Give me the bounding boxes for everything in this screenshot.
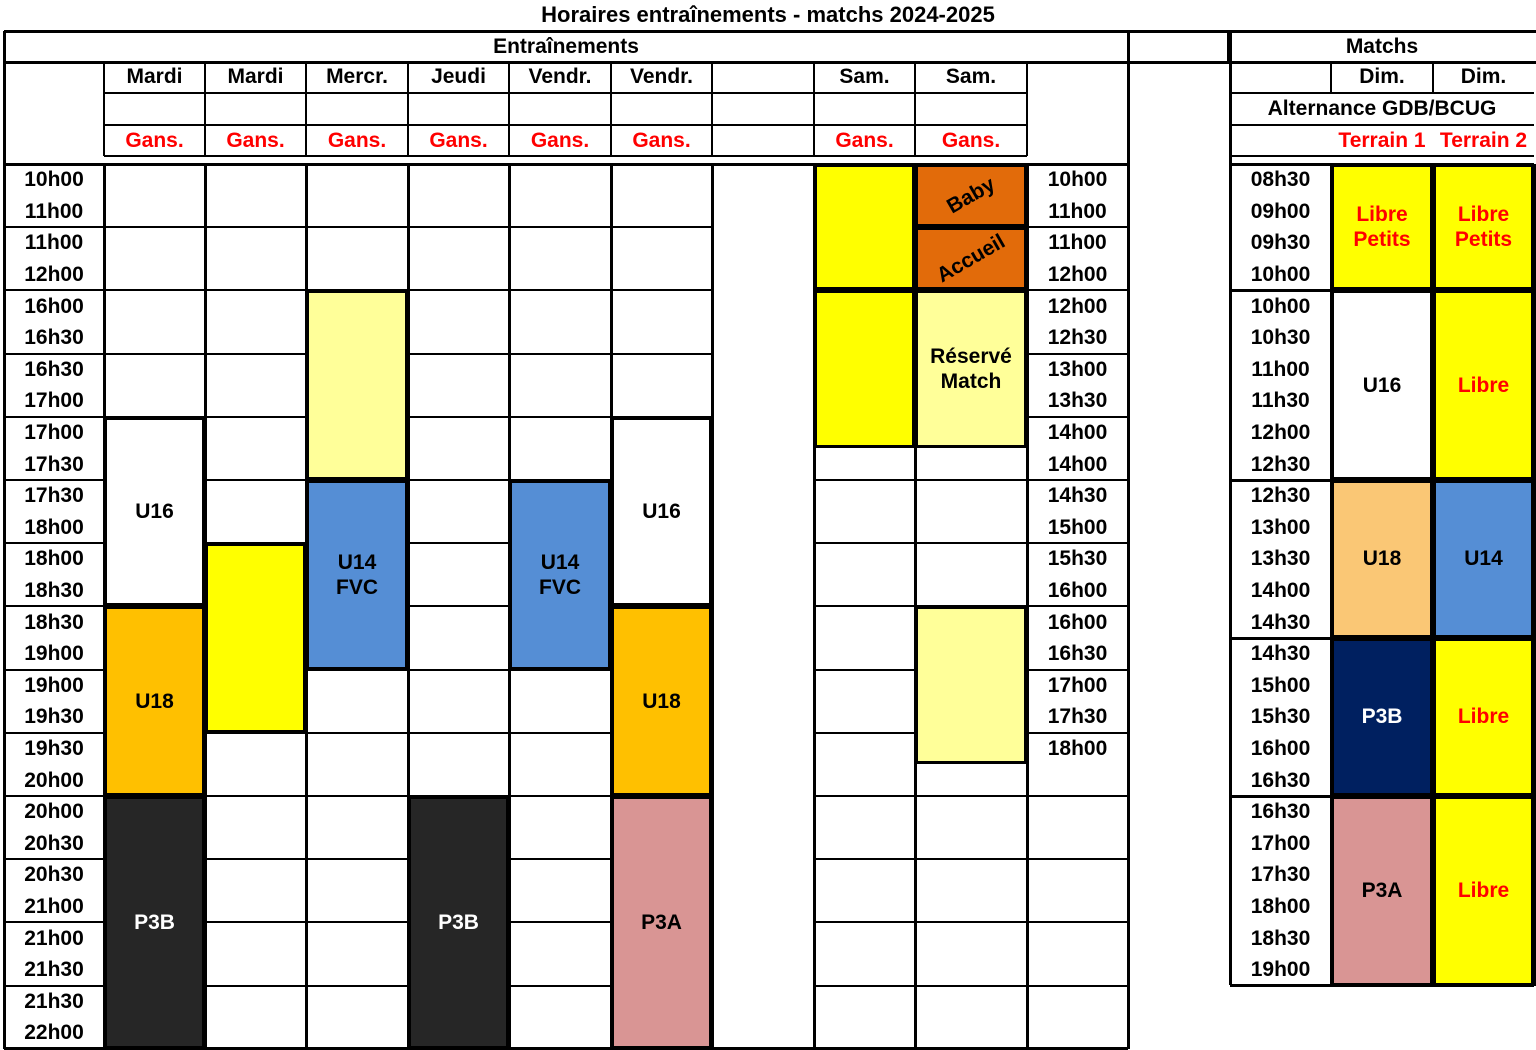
- terrain-header: Terrain 2: [1439, 128, 1528, 152]
- match-time-label: 16h30: [1250, 768, 1311, 792]
- match-slot-text: U14: [1464, 547, 1503, 571]
- saturday-time-label: 11h00: [1048, 199, 1107, 223]
- match-time-label: 09h30: [1250, 231, 1311, 255]
- training-block-text: P3B: [438, 910, 479, 934]
- saturday-time-label: [1027, 986, 1128, 1018]
- training-block: [104, 417, 205, 607]
- training-section-label: Entraînements: [493, 34, 639, 58]
- match-time-label: 16h00: [1250, 737, 1311, 760]
- training-block-label: [614, 420, 709, 604]
- page-title: Horaires entraînements - matchs 2024-2025: [541, 1, 995, 27]
- time-label: 18h30: [24, 610, 84, 634]
- training-block-text: U16: [642, 500, 681, 523]
- training-day-header: Vendr.: [528, 65, 592, 89]
- time-label: 17h00: [24, 389, 84, 413]
- match-slot-text: Libre: [1457, 705, 1510, 729]
- saturday-time-label: [1027, 1017, 1128, 1049]
- match-time-label: 18h00: [1250, 895, 1311, 918]
- match-time-label: 14h00: [1250, 579, 1311, 602]
- saturday-time-label: 10h00: [1047, 168, 1108, 192]
- match-time-label: 09h00: [1250, 199, 1311, 223]
- training-block: [205, 543, 306, 733]
- training-block-text: U14: [540, 550, 580, 574]
- grid-line: [1230, 479, 1534, 482]
- match-slot-text: Petits: [1353, 228, 1411, 252]
- training-day-header: Mercr.: [326, 65, 388, 89]
- grid-line: [1026, 62, 1028, 156]
- grid-line: [1432, 62, 1434, 93]
- training-block: [915, 227, 1027, 290]
- training-block-text: FVC: [539, 575, 581, 599]
- match-slot: [1433, 164, 1534, 290]
- match-time-label: 11h30: [1251, 389, 1310, 413]
- training-block-label: [918, 293, 1024, 445]
- time-label: 11h00: [24, 231, 84, 255]
- saturday-time-label: 16h00: [1047, 610, 1108, 634]
- training-block: [611, 796, 712, 1049]
- training-venue-header: Gans.: [429, 128, 488, 152]
- saturday-time-label: 15h30: [1047, 547, 1108, 571]
- saturday-time-label: 12h00: [1047, 263, 1108, 286]
- match-time-label: 15h00: [1250, 673, 1311, 697]
- saturday-time-label: 15h00: [1047, 515, 1108, 539]
- grid-line: [204, 62, 206, 156]
- training-day-header: Jeudi: [431, 65, 486, 89]
- time-label: 21h30: [24, 989, 84, 1013]
- time-label: 18h00: [24, 547, 84, 571]
- match-time-label: 10h00: [1250, 263, 1311, 286]
- time-label: 20h30: [24, 831, 84, 855]
- grid-line: [1230, 155, 1534, 157]
- match-slot-text: Libre: [1457, 373, 1510, 397]
- training-block-label: [107, 420, 202, 604]
- terrain-header: Terrain 1: [1338, 128, 1426, 152]
- match-time-label: 14h30: [1250, 610, 1311, 634]
- saturday-time-label: 16h00: [1047, 579, 1108, 602]
- match-slot: [1331, 164, 1433, 290]
- time-label: 20h00: [24, 768, 84, 792]
- grid-line: [712, 163, 814, 166]
- training-venue-header: Gans.: [941, 128, 1001, 152]
- training-block-text: FVC: [336, 575, 378, 599]
- time-label: 21h30: [24, 958, 84, 982]
- grid-line: [1228, 30, 1536, 33]
- training-venue-header: Gans.: [632, 128, 691, 152]
- saturday-time-label: 12h00: [1047, 294, 1108, 318]
- time-label: 21h00: [24, 926, 84, 950]
- training-day-header: Sam.: [839, 65, 890, 89]
- grid-line: [1230, 637, 1534, 640]
- saturday-time-label: 11h00: [1048, 231, 1107, 255]
- match-day-header: Dim.: [1460, 65, 1507, 89]
- grid-line: [4, 669, 104, 671]
- time-label: 12h00: [24, 263, 84, 286]
- match-slot: [1331, 638, 1433, 796]
- training-block-text: P3A: [641, 910, 682, 934]
- grid-line: [103, 62, 105, 156]
- grid-line: [610, 62, 612, 156]
- grid-line: [1330, 164, 1333, 986]
- time-label: 17h00: [24, 421, 84, 444]
- grid-line: [4, 353, 104, 355]
- saturday-time-label: 17h00: [1047, 673, 1108, 697]
- match-time-label: 10h30: [1250, 326, 1311, 350]
- grid-line: [4, 416, 104, 418]
- match-slot-text: Libre: [1457, 879, 1510, 903]
- training-venue-header: Gans.: [530, 128, 590, 152]
- grid-line: [1330, 62, 1332, 93]
- training-venue-header: Gans.: [226, 128, 285, 152]
- saturday-time-label: 14h00: [1047, 452, 1108, 476]
- saturday-time-label: 13h30: [1047, 389, 1108, 413]
- training-block-label: [309, 483, 405, 667]
- match-time-label: 13h00: [1250, 515, 1311, 539]
- match-slot: [1433, 638, 1534, 796]
- grid-line: [1533, 164, 1536, 986]
- training-block: [104, 796, 205, 1049]
- grid-line: [4, 732, 104, 734]
- time-label: 10h00: [24, 168, 84, 192]
- grid-line: [4, 30, 1128, 33]
- time-label: 19h30: [24, 705, 84, 729]
- saturday-time-label: [1027, 922, 1128, 954]
- grid-line: [407, 62, 409, 156]
- time-label: 20h00: [24, 800, 84, 824]
- training-venue-header: Gans.: [327, 128, 387, 152]
- training-block-label: [614, 609, 709, 793]
- grid-line: [4, 858, 104, 860]
- training-venue-header: Gans.: [835, 128, 894, 152]
- saturday-time-label: [1027, 891, 1128, 923]
- grid-line: [1230, 795, 1534, 798]
- saturday-time-label: 17h30: [1047, 705, 1108, 729]
- grid-line: [4, 226, 104, 228]
- training-venue-header: [712, 125, 814, 156]
- match-time-label: 14h30: [1250, 642, 1311, 666]
- training-day-header: Mardi: [126, 65, 183, 89]
- match-slot-label: [1334, 641, 1430, 793]
- saturday-time-label: 18h00: [1047, 737, 1108, 760]
- grid-line: [4, 795, 104, 797]
- match-slot: [1331, 796, 1433, 986]
- training-block: [611, 606, 712, 796]
- grid-line: [508, 62, 510, 156]
- time-label: 19h00: [24, 642, 84, 666]
- training-block-text: Réservé: [930, 345, 1012, 369]
- training-block: [915, 164, 1027, 227]
- grid-line: [814, 921, 1128, 923]
- match-slot-label: [1334, 483, 1430, 635]
- training-block-text: P3B: [134, 910, 175, 934]
- match-day-header: Dim.: [1359, 65, 1405, 89]
- match-slot-label: [1334, 167, 1430, 287]
- match-slot-label: [1436, 641, 1531, 793]
- training-day-header: Sam.: [945, 65, 997, 89]
- match-slot: [1331, 480, 1433, 638]
- grid-line: [1230, 984, 1534, 987]
- match-slot: [1433, 290, 1534, 480]
- grid-line: [104, 92, 1027, 94]
- match-slot-text: U16: [1362, 373, 1402, 397]
- match-time-label: 12h00: [1250, 421, 1311, 444]
- saturday-time-label: [1027, 859, 1128, 891]
- training-day-header: [712, 62, 814, 92]
- matches-section-label: Matchs: [1345, 34, 1419, 58]
- training-block: [611, 417, 712, 607]
- training-block: [509, 480, 611, 670]
- match-time-label: 18h30: [1250, 926, 1311, 950]
- training-day-header: Vendr.: [629, 65, 694, 89]
- match-slot: [1433, 480, 1534, 638]
- saturday-time-label: 14h30: [1047, 484, 1108, 508]
- grid-line: [1128, 30, 1228, 33]
- training-block: [306, 480, 408, 670]
- time-label: 18h00: [24, 515, 84, 539]
- grid-line: [4, 985, 104, 987]
- training-venue-header: Gans.: [125, 128, 184, 152]
- grid-line: [305, 62, 307, 156]
- grid-line: [711, 62, 713, 156]
- match-slot-text: P3B: [1361, 705, 1403, 729]
- training-day-header: Mardi: [227, 65, 284, 89]
- match-slot-label: [1334, 799, 1430, 983]
- match-slot-text: U18: [1362, 547, 1402, 571]
- time-label: 16h30: [24, 357, 84, 381]
- match-time-label: 16h30: [1250, 800, 1311, 824]
- saturday-time-label: 13h00: [1047, 357, 1108, 381]
- grid-line: [4, 289, 104, 291]
- training-block-text: U18: [642, 689, 681, 713]
- saturday-time-label: [1027, 764, 1128, 796]
- match-time-label: 12h30: [1250, 484, 1311, 508]
- match-slot-text: Petits: [1454, 228, 1513, 252]
- time-label: 20h30: [24, 863, 84, 887]
- training-block-text: Baby: [942, 172, 999, 219]
- training-block-text: Accueil: [932, 230, 1010, 288]
- alternance-label: Alternance GDB/BCUG: [1267, 97, 1497, 121]
- match-time-label: 13h30: [1250, 547, 1311, 571]
- grid-line: [813, 62, 815, 156]
- saturday-time-label: 12h30: [1047, 326, 1108, 350]
- match-time-label: 17h30: [1250, 863, 1311, 887]
- time-label: 19h00: [24, 673, 84, 697]
- match-time-label: 17h00: [1250, 831, 1311, 855]
- training-block: [915, 606, 1027, 764]
- training-block: [306, 290, 408, 480]
- match-slot-label: [1334, 293, 1430, 477]
- time-label: 17h30: [24, 484, 84, 508]
- match-slot: [1433, 796, 1534, 986]
- match-slot-label: [1436, 293, 1531, 477]
- time-label: 16h00: [24, 294, 84, 318]
- saturday-time-label: 14h00: [1047, 421, 1108, 444]
- grid-line: [814, 542, 1128, 544]
- grid-line: [1128, 61, 1228, 64]
- training-block: [814, 290, 915, 448]
- training-block-text: U16: [135, 500, 174, 523]
- match-slot-text: Libre: [1356, 203, 1408, 226]
- time-label: 21h00: [24, 895, 84, 918]
- match-slot-text: P3A: [1361, 879, 1403, 903]
- match-time-label: 10h00: [1250, 294, 1311, 318]
- saturday-time-label: [1027, 796, 1128, 828]
- training-block: [915, 290, 1027, 448]
- match-slot-label: [1436, 167, 1531, 287]
- training-block: [814, 164, 915, 290]
- grid-line: [814, 858, 1128, 860]
- match-slot-text: Libre: [1457, 203, 1510, 226]
- match-time-label: 11h00: [1251, 357, 1310, 381]
- grid-line: [104, 124, 1027, 126]
- time-label: 11h00: [24, 199, 84, 223]
- time-label: 16h30: [24, 326, 84, 350]
- grid-line: [814, 479, 1128, 481]
- training-block-label: [107, 609, 202, 793]
- match-slot: [1331, 290, 1433, 480]
- match-slot-label: [1436, 483, 1531, 635]
- grid-line: [104, 155, 1027, 157]
- grid-line: [4, 605, 104, 607]
- grid-line: [914, 62, 916, 156]
- training-block-label: [107, 799, 202, 1046]
- saturday-time-label: 16h30: [1047, 642, 1108, 666]
- time-label: 19h30: [24, 737, 84, 760]
- grid-line: [1230, 163, 1534, 166]
- training-block: [408, 796, 509, 1049]
- grid-line: [4, 479, 104, 481]
- saturday-time-label: [1027, 954, 1128, 986]
- match-time-label: 15h30: [1250, 705, 1311, 729]
- grid-line: [4, 542, 104, 544]
- time-label: 22h00: [24, 1021, 84, 1045]
- time-label: 17h30: [24, 452, 84, 476]
- time-label: 18h30: [24, 579, 84, 602]
- grid-line: [814, 985, 1128, 987]
- match-time-label: 19h00: [1250, 958, 1311, 982]
- match-time-label: 12h30: [1250, 452, 1311, 476]
- training-block-label: [614, 799, 709, 1046]
- grid-line: [1230, 289, 1534, 292]
- training-block-text: U14: [337, 550, 377, 574]
- training-block: [104, 606, 205, 796]
- training-block-text: Match: [940, 370, 1002, 394]
- grid-line: [4, 921, 104, 923]
- training-block-label: [411, 799, 506, 1046]
- grid-line: [4, 163, 104, 166]
- saturday-time-label: [1027, 828, 1128, 860]
- match-slot-label: [1436, 799, 1531, 983]
- match-time-label: 08h30: [1250, 168, 1311, 192]
- grid-line: [814, 795, 1128, 797]
- training-block-label: [512, 483, 608, 667]
- training-block-text: U18: [135, 689, 174, 713]
